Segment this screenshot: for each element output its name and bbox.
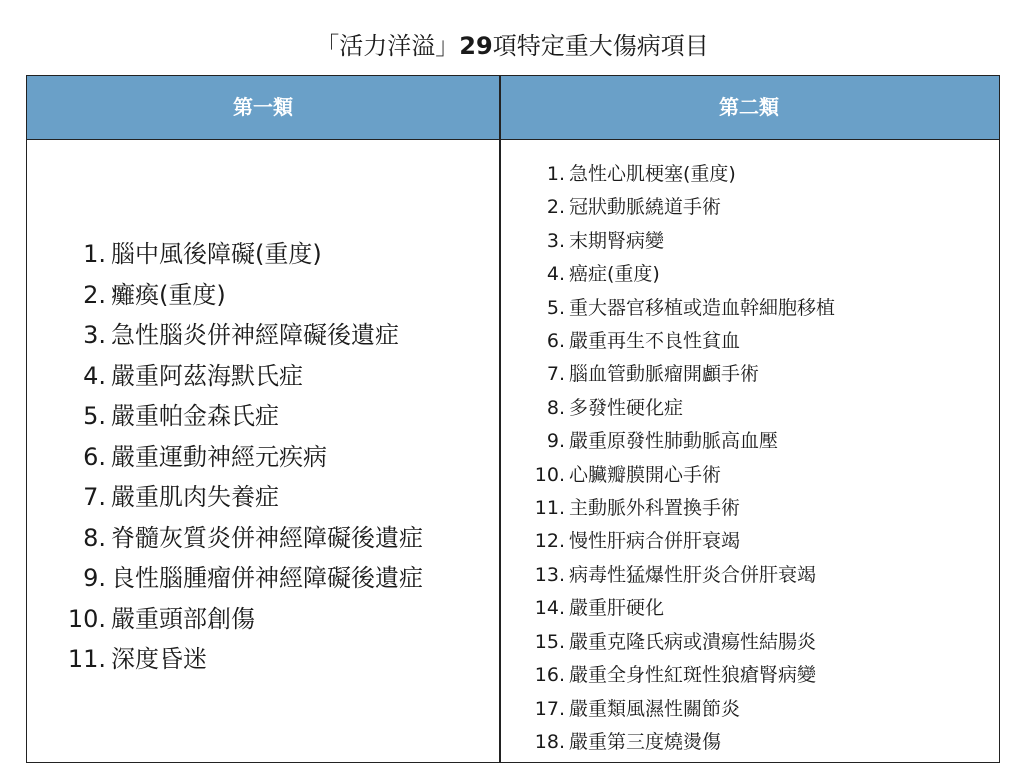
header-category-2: 第二類 [719,95,779,119]
item-number: 5. [546,296,565,319]
list-item [499,191,999,224]
item-number: 1. [83,240,106,268]
item-number: 15. [534,630,565,653]
item-number: 8. [546,396,565,419]
list-item [27,234,499,275]
item-number: 18. [534,730,565,753]
list-item [27,599,499,640]
list-item [499,559,999,592]
list-item [27,396,499,437]
item-text: 深度昏迷 [111,645,207,673]
item-text: 腦中風後障礙(重度) [111,240,322,268]
item-number: 10. [534,463,565,486]
list-item [499,258,999,291]
item-number: 9. [83,564,106,592]
list-item [499,626,999,659]
item-text: 良性腦腫瘤併神經障礙後遺症 [111,564,423,592]
list-item [499,492,999,525]
list-item [499,358,999,391]
item-text: 嚴重第三度燒燙傷 [569,730,722,753]
item-text: 脊髓灰質炎併神經障礙後遺症 [111,523,423,552]
item-text: 急性心肌梗塞(重度) [569,163,736,185]
list-item [499,325,999,358]
item-text: 癌症(重度) [569,263,660,286]
category-1-list [27,234,499,680]
item-text: 主動脈外科置換手術 [569,497,741,520]
item-text: 嚴重類風濕性關節炎 [569,697,741,720]
item-text: 嚴重運動神經元疾病 [111,442,327,471]
list-item [499,225,999,258]
item-text: 嚴重全身性紅斑性狼瘡腎病變 [569,664,817,687]
item-number: 6. [83,442,106,471]
list-item [499,158,999,191]
table-header-row [27,76,999,140]
item-text: 嚴重克隆氏病或潰瘍性結腸炎 [569,630,817,653]
item-number: 3. [83,321,106,349]
item-text: 慢性肝病合併肝衰竭 [569,530,741,553]
item-text: 末期腎病變 [569,229,665,252]
list-item [499,292,999,325]
item-number: 7. [83,483,106,511]
item-number: 2. [83,280,106,309]
title-suffix: 項特定重大傷病項目 [492,32,709,60]
item-text: 病毒性猛爆性肝炎合併肝衰竭 [569,563,817,586]
item-number: 3. [546,229,565,252]
item-number: 2. [546,196,565,219]
list-item [27,356,499,397]
item-number: 5. [83,402,106,430]
list-item [499,525,999,558]
item-text: 冠狀動脈繞道手術 [569,196,722,219]
title-number: 29 [459,32,493,60]
item-number: 6. [546,330,565,353]
item-text: 心臟瓣膜開心手術 [569,463,722,486]
item-number: 11. [67,645,106,673]
item-number: 11. [534,497,565,520]
list-item [499,693,999,726]
item-text: 腦血管動脈瘤開顱手術 [569,363,760,386]
item-text: 嚴重肝硬化 [569,597,665,620]
item-text: 重大器官移植或造血幹細胞移植 [569,296,836,319]
list-item [499,459,999,492]
list-item [27,437,499,478]
list-item [499,726,999,759]
item-text: 嚴重肌肉失養症 [111,483,279,511]
item-text: 嚴重頭部創傷 [111,604,255,633]
list-item [27,275,499,316]
item-number: 7. [546,363,565,386]
item-text: 嚴重再生不良性貧血 [569,330,741,353]
item-text: 癱瘓(重度) [111,280,226,309]
item-number: 10. [67,604,106,633]
header-category-1: 第一類 [233,95,293,119]
item-number: 8. [83,523,106,552]
item-number: 14. [534,597,565,620]
item-number: 12. [534,530,565,553]
list-item [499,592,999,625]
page-title [0,30,1024,62]
list-item [499,392,999,425]
item-text: 嚴重阿茲海默氏症 [111,361,303,390]
item-number: 17. [534,697,565,720]
list-item [499,659,999,692]
list-item [27,477,499,518]
item-number: 1. [546,163,565,185]
list-item [27,639,499,680]
list-item [27,558,499,599]
title-prefix: 「活力洋溢」 [315,32,460,60]
item-number: 4. [546,263,565,286]
item-text: 嚴重原發性肺動脈高血壓 [569,430,779,453]
list-item [499,425,999,458]
item-number: 9. [546,430,565,453]
item-text: 嚴重帕金森氏症 [111,402,279,430]
list-item [27,315,499,356]
item-text: 多發性硬化症 [569,396,684,419]
list-item [27,518,499,559]
illness-table [26,75,1000,763]
item-number: 4. [83,361,106,390]
category-2-list [499,158,999,759]
item-number: 13. [534,563,565,586]
item-text: 急性腦炎併神經障礙後遺症 [111,321,399,349]
item-number: 16. [534,664,565,687]
